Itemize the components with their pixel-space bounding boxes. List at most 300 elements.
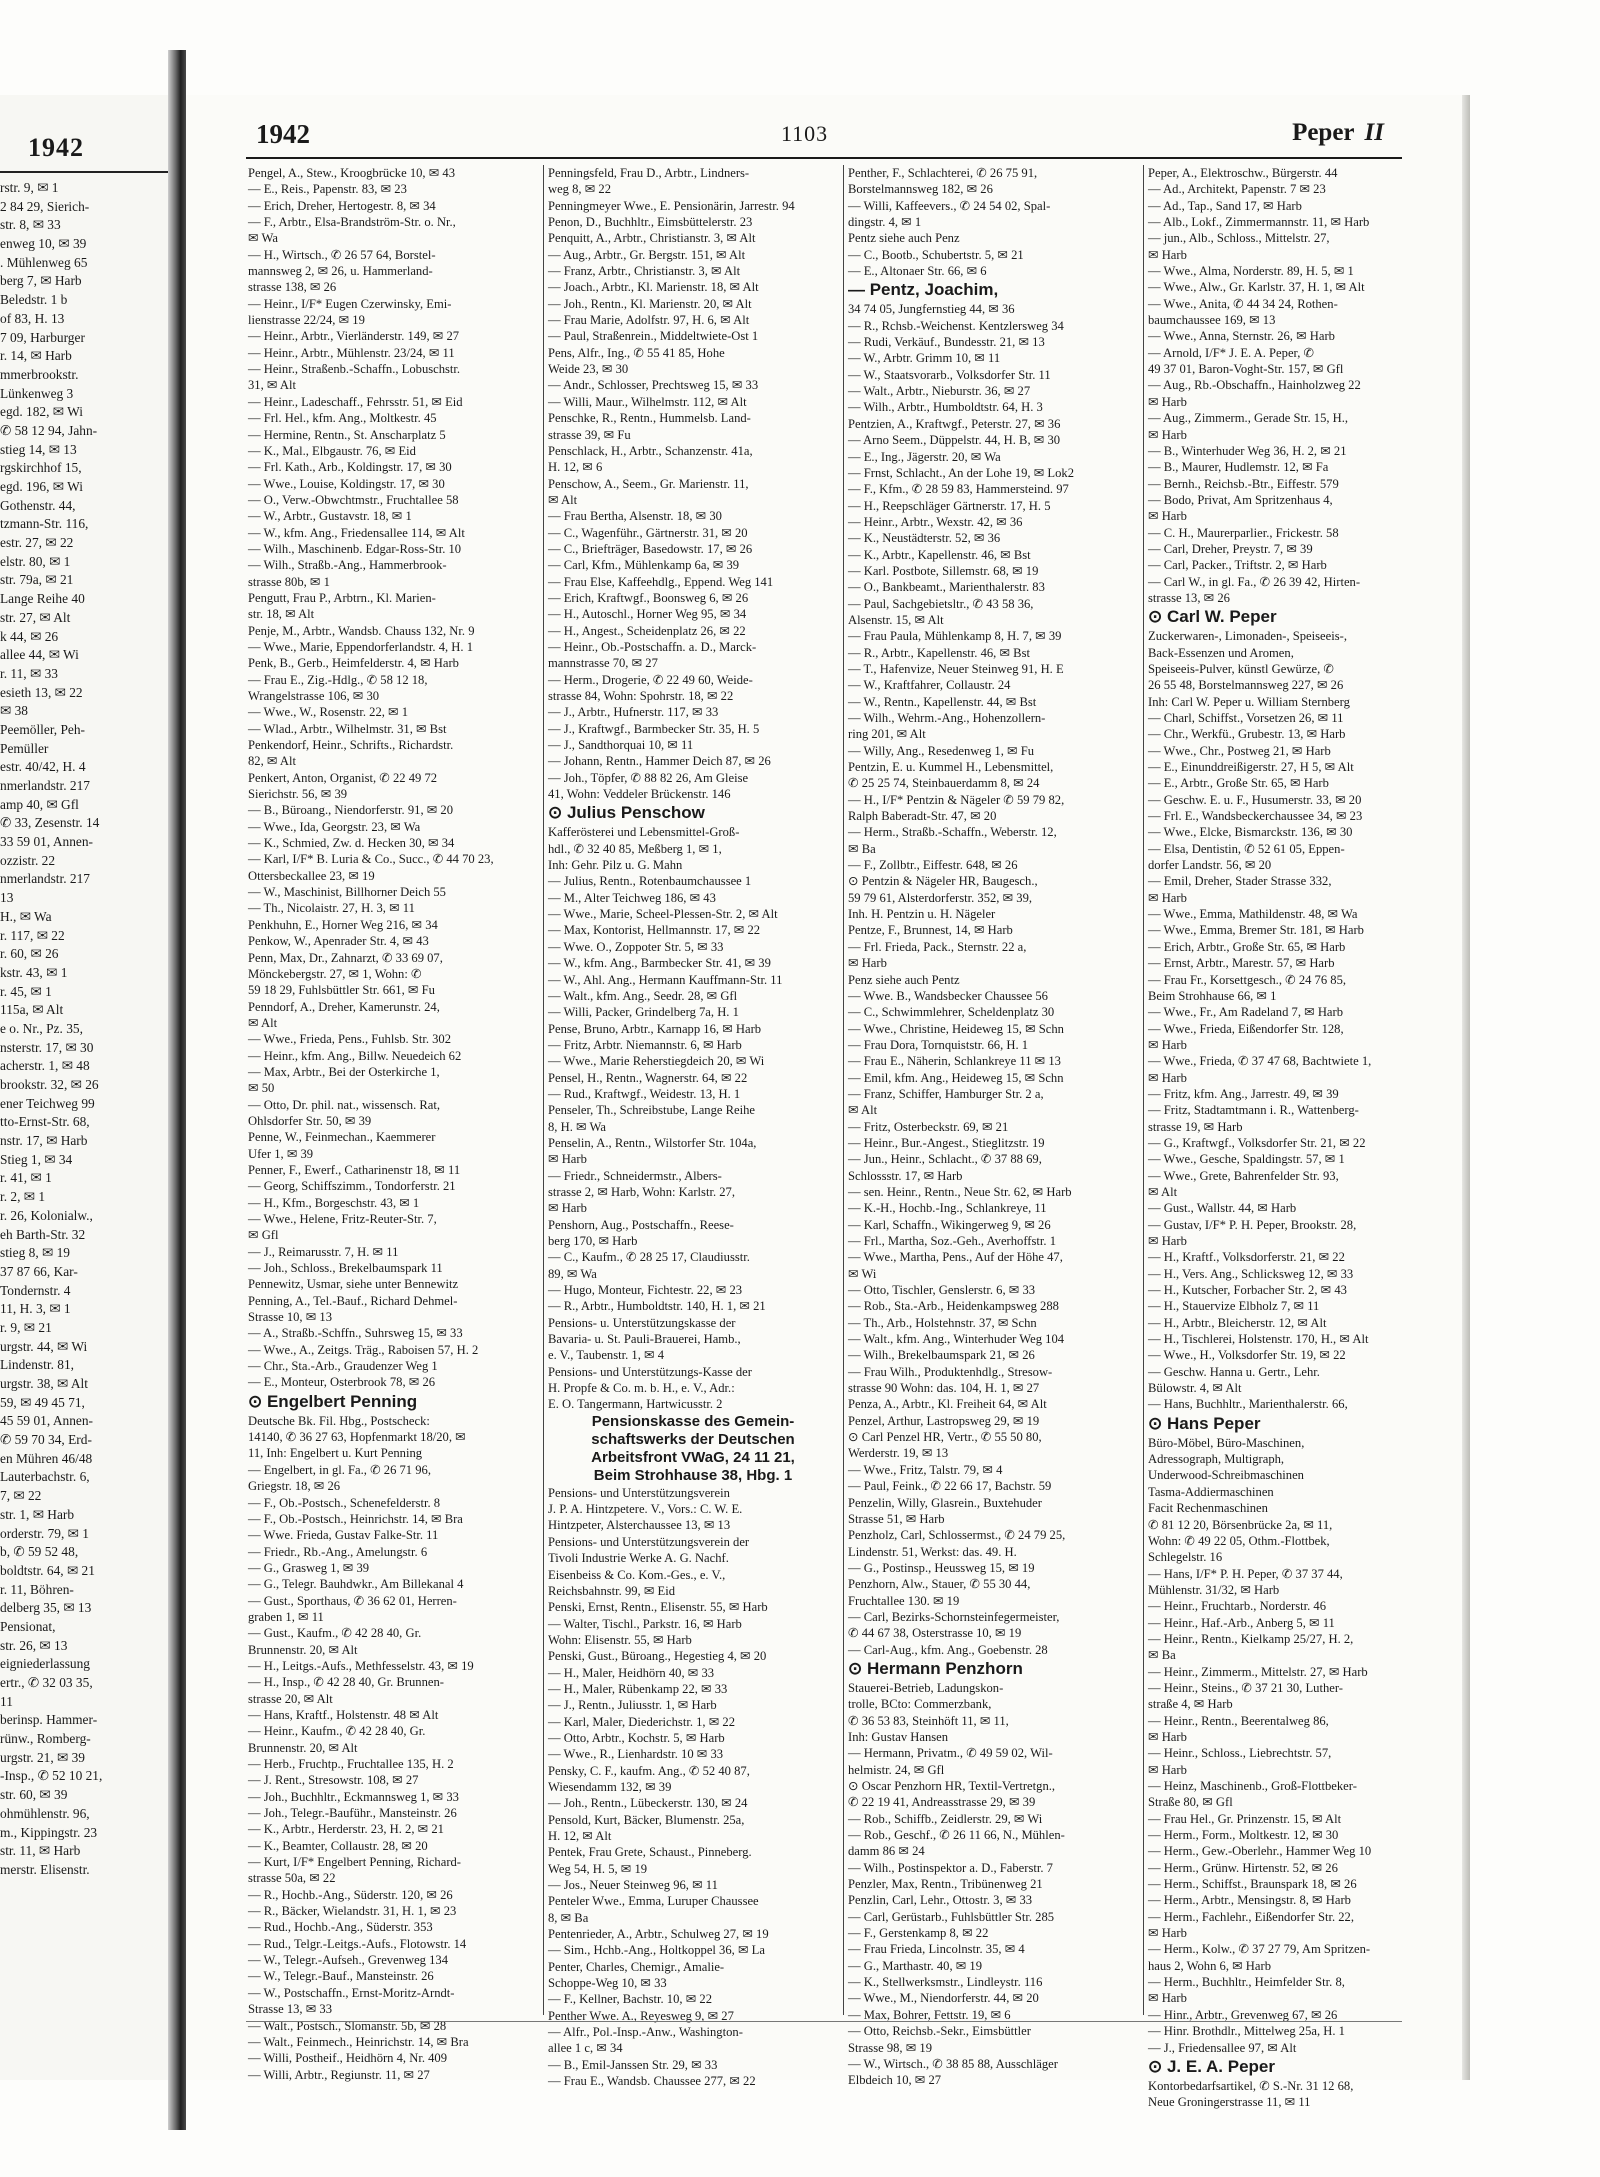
directory-entry-line: — Wlad., Arbtr., Wilhelmstr. 31, ✉ Bst <box>248 721 447 736</box>
directory-entry-line: — Wwe. O., Zoppoter Str. 5, ✉ 33 <box>548 939 724 954</box>
directory-entry-line: Büro-Möbel, Büro-Maschinen, <box>1148 1435 1305 1450</box>
directory-entry-line: ✉ Harb <box>1148 247 1187 262</box>
directory-entry-line: ⊙ Carl Penzel HR, Vertr., ✆ 55 50 80, <box>848 1430 1042 1445</box>
directory-entry-line: — W., Telegr.-Bauf., Mansteinstr. 26 <box>248 1969 434 1984</box>
directory-entry-line: Inh: Gustav Hansen <box>848 1729 949 1744</box>
directory-entry-line: — B., Winterhuder Weg 36, H. 2, ✉ 21 <box>1148 443 1347 458</box>
directory-entry-line: Penzhorn, Alw., Stauer, ✆ 55 30 44, <box>848 1577 1031 1592</box>
left-page-line: r. 11, Böhren- <box>0 1581 74 1597</box>
directory-entry-line: Neue Groningerstrasse 11, ✉ 11 <box>1148 2095 1311 2110</box>
directory-entry-line: ✉ Wa <box>248 231 278 246</box>
directory-entry-line: Inh: Carl W. Peper u. William Sternberg <box>1148 694 1350 709</box>
left-page-line: enweg 10, ✉ 39 <box>0 236 87 252</box>
directory-entry-line: — W., Staatsvorarb., Volksdorfer Str. 11 <box>848 367 1051 382</box>
directory-entry-line: Deutsche Bk. Fil. Hbg., Postscheck: <box>248 1413 430 1428</box>
directory-entry-line: — Wwe., Martha, Pens., Auf der Höhe 47, <box>848 1250 1063 1265</box>
left-page-line: str. 60, ✉ 39 <box>0 1787 68 1803</box>
directory-entry-line: dingstr. 4, ✉ 1 <box>848 215 922 230</box>
directory-entry-line: — W., Ahl. Ang., Hermann Kauffmann-Str. 11 <box>548 972 783 987</box>
directory-entry-line: — Jun., Heinr., Schlacht., ✆ 37 88 69, <box>848 1152 1042 1167</box>
directory-entry-line: — R., Arbtr., Kapellenstr. 46, ✉ Bst <box>848 645 1030 660</box>
left-page-line: estr. 27, ✉ 22 <box>0 535 74 551</box>
book-gutter <box>168 50 186 2130</box>
left-page-line: 45 59 01, Annen- <box>0 1413 93 1429</box>
directory-entry-line: — K., Neustädterstr. 52, ✉ 36 <box>848 531 1001 546</box>
directory-entry-line: — Rud., Telgr.-Leitgs.-Aufs., Flotowstr. 14 <box>248 1936 467 1951</box>
directory-entry-line: — R., Rchsb.-Weichenst. Kentzlersweg 34 <box>848 318 1064 333</box>
directory-entry-line: — H., Insp., ✆ 42 28 40, Gr. Brunnen- <box>248 1675 444 1690</box>
directory-entry-line: — Kurt, I/F* Engelbert Penning, Richard- <box>248 1855 462 1870</box>
directory-entry-line: 49 37 01, Baron-Voght-Str. 157, ✉ Gfl <box>1148 362 1344 377</box>
directory-entry-line: — Engelbert, in gl. Fa., ✆ 26 71 96, <box>248 1462 431 1477</box>
directory-entry-line: Pensions- und Unterstützungs-Kasse der <box>548 1364 752 1379</box>
directory-entry-line: — B., Emil-Janssen Str. 29, ✉ 33 <box>548 2057 718 2072</box>
directory-entry-line: — H., Arbtr., Bleicherstr. 12, ✉ Alt <box>1148 1315 1327 1330</box>
directory-entry-line: Tasma-Addiermaschinen <box>1148 1484 1274 1499</box>
directory-entry-line: — W., Kraftfahrer, Collaustr. 24 <box>848 678 1011 693</box>
directory-entry-line: 59 18 29, Fuhlsbüttler Str. 661, ✉ Fu <box>248 983 435 998</box>
left-page-line: Beledstr. 1 b <box>0 292 68 308</box>
directory-entry-line: Wiesendamm 132, ✉ 39 <box>548 1779 672 1794</box>
directory-entry-line: Pentze, F., Brunnest, 14, ✉ Harb <box>848 923 1013 938</box>
directory-entry-line: Penner, F., Ewerf., Catharinenstr 18, ✉ 11 <box>248 1162 461 1177</box>
left-page-line: esieth 13, ✉ 22 <box>0 684 83 700</box>
directory-entry-line: ✉ Harb <box>1148 394 1187 409</box>
directory-entry-line: ✆ 81 12 20, Börsenbrücke 2a, ✉ 11, <box>1148 1517 1333 1532</box>
directory-entry-line: — Willi, Maur., Wilhelmstr. 112, ✉ Alt <box>548 394 747 409</box>
directory-entry-line: — Otto, Reichsb.-Sekr., Eimsbüttler <box>848 2024 1031 2039</box>
directory-entry-line: Penshorn, Aug., Postschaffn., Reese- <box>548 1217 734 1232</box>
directory-entry-line: — J., Sandthorquai 10, ✉ 11 <box>548 738 694 753</box>
directory-entry-line: — C., Wagenführ., Gärtnerstr. 31, ✉ 20 <box>548 525 748 540</box>
advertisement-banner-line: Arbeitsfront VWaG, 24 11 21, <box>591 1448 795 1466</box>
directory-entry-line: ring 201, ✉ Alt <box>848 727 926 742</box>
directory-entry-line: — Bernh., Reichsb.-Btr., Eiffestr. 579 <box>1148 476 1339 491</box>
directory-entry-line: helmistr. 24, ✉ Gfl <box>848 1762 945 1777</box>
directory-entry-line: Kontorbedarfsartikel, ✆ S.-Nr. 31 12 68, <box>1148 2078 1354 2093</box>
directory-entry-line: Werderstr. 19, ✉ 13 <box>848 1446 949 1461</box>
directory-entry-line: — H., Maler, Heidhörn 40, ✉ 33 <box>548 1665 715 1680</box>
directory-entry-line: — Rob., Schiffb., Zeidlerstr. 29, ✉ Wi <box>848 1811 1043 1826</box>
directory-entry-line: graben 1, ✉ 11 <box>248 1609 324 1624</box>
directory-entry-line: — H., Kraftf., Volksdorferstr. 21, ✉ 22 <box>1148 1250 1345 1265</box>
advertisement-heading: ⊙ Carl W. Peper <box>1148 607 1277 627</box>
left-page-line: 11 <box>0 1693 13 1709</box>
directory-entry-line: Pentzin, E. u. Kummel H., Lebensmittel, <box>848 760 1054 775</box>
directory-entry-line: — B., Büroang., Niendorferstr. 91, ✉ 20 <box>248 803 454 818</box>
directory-entry-line: — Wwe., W., Rosenstr. 22, ✉ 1 <box>248 705 409 720</box>
directory-entry-line: — Wwe. Frieda, Gustav Falke-Str. 11 <box>248 1528 439 1543</box>
directory-entry-line: Peper, A., Elektroschw., Bürgerstr. 44 <box>1148 166 1338 180</box>
left-page-line: ✆ 59 70 34, Erd- <box>0 1432 92 1448</box>
running-head-name: Peper <box>1292 119 1355 146</box>
directory-entry-line: — Frau Bertha, Alsenstr. 18, ✉ 30 <box>548 509 722 524</box>
directory-entry-line: Penseler, Th., Schreibstube, Lange Reihe <box>548 1103 756 1118</box>
directory-entry-line: Ohlsdorfer Str. 50, ✉ 39 <box>248 1113 372 1128</box>
directory-entry-line: — Hans, Kraftf., Holstenstr. 48 ✉ Alt <box>248 1707 439 1722</box>
left-page-line: Lünkenweg 3 <box>0 385 74 401</box>
page-edge <box>1462 95 1470 2080</box>
directory-entry-line: — Max, Kontorist, Hellmannstr. 17, ✉ 22 <box>548 923 761 938</box>
directory-entry-line: mannsweg 2, ✉ 26, u. Hammerland- <box>248 264 433 279</box>
directory-entry-line: — Th., Nicolaistr. 27, H. 3, ✉ 11 <box>248 901 415 916</box>
directory-entry-line: — R., Bäcker, Wielandstr. 31, H. 1, ✉ 23 <box>248 1904 457 1919</box>
directory-entry-line: — Heinr., Fruchtarb., Norderstr. 46 <box>1148 1599 1327 1614</box>
left-page-line: eh Barth-Str. 32 <box>0 1226 86 1242</box>
directory-entry-line: hdl., ✆ 32 40 85, Meßberg 1, ✉ 1, <box>548 841 722 856</box>
directory-entry-line: — E., Einunddreißigerstr. 27, H 5, ✉ Alt <box>1148 760 1354 775</box>
directory-entry-line: Pensions- und Unterstützungsverein <box>548 1485 730 1500</box>
advertisement-banner-line: schaftswerks der Deutschen <box>591 1430 795 1448</box>
directory-entry-line: — G., Grasweg 1, ✉ 39 <box>248 1560 370 1575</box>
directory-entry-line: — K., Arbtr., Kapellenstr. 46, ✉ Bst <box>848 547 1031 562</box>
directory-entry-line: — F., Ob.-Postsch., Heinrichstr. 14, ✉ Bra <box>248 1511 463 1526</box>
directory-entry-line: Bülowstr. 4, ✉ Alt <box>1148 1381 1242 1396</box>
directory-entry-line: Penk, B., Gerb., Heimfelderstr. 4, ✉ Harb <box>248 656 459 671</box>
directory-entry-line: — Frl. Hel., kfm. Ang., Moltkestr. 45 <box>248 411 437 426</box>
directory-entry-line: Pensel, H., Rentn., Wagnerstr. 64, ✉ 22 <box>548 1070 748 1085</box>
directory-entry-line: Pensions- und Unterstützungsverein der <box>548 1534 750 1549</box>
directory-entry-line: ✉ Harb <box>848 956 887 971</box>
directory-entry-line: — G., Telegr. Bauhdwkr., Am Billekanal 4 <box>248 1577 464 1592</box>
directory-entry-line: — F., Zollbtr., Eiffestr. 648, ✉ 26 <box>848 858 1018 873</box>
left-page-line: 11, H. 3, ✉ 1 <box>0 1301 71 1317</box>
left-page-line: Tondernstr. 4 <box>0 1282 71 1298</box>
directory-entry-line: Sierichstr. 56, ✉ 39 <box>248 787 348 802</box>
directory-entry-line: — W., Maschinist, Billhorner Deich 55 <box>248 885 446 900</box>
left-page-year: 1942 <box>28 133 84 162</box>
directory-entry-line: straße 4, ✉ Harb <box>1148 1697 1233 1712</box>
directory-entry-line: — F., Kellner, Bachstr. 10, ✉ 22 <box>548 1992 712 2007</box>
directory-entry-line: Bavaria- u. St. Pauli-Brauerei, Hamb., <box>548 1332 741 1347</box>
directory-entry-line: Pentz siehe auch Penz <box>848 231 960 246</box>
left-page-line: ozzistr. 22 <box>0 852 56 868</box>
directory-entry-line: — W., Arbtr. Grimm 10, ✉ 11 <box>848 351 1001 366</box>
directory-entry-line: Zuckerwaren-, Limonaden-, Speiseeis-, <box>1148 629 1347 644</box>
directory-entry-line: H. 12, ✉ Alt <box>548 1829 612 1843</box>
directory-entry-line: — Frau E., Näherin, Schlankreye 11 ✉ 13 <box>848 1054 1061 1069</box>
directory-entry-line: — Walt., Postsch., Slomanstr. 5b, ✉ 28 <box>248 2018 447 2033</box>
column-divider <box>1143 165 1144 2015</box>
directory-entry-line: ✉ Harb <box>1148 890 1187 905</box>
directory-entry-line: — Wwe., R., Lienhardstr. 10 ✉ 33 <box>548 1747 724 1762</box>
directory-entry-line: — Wwe., Frieda, ✆ 37 47 68, Bachtwiete 1, <box>1148 1054 1372 1069</box>
directory-entry-line: strasse 20, ✉ Alt <box>248 1691 333 1706</box>
directory-entry-line: — C., Bootb., Schubertstr. 5, ✉ 21 <box>848 247 1024 262</box>
directory-entry-line: — Hermann, Privatm., ✆ 49 59 02, Wil- <box>848 1746 1053 1761</box>
directory-entry-line: — F., Arbtr., Elsa-Brandström-Str. o. Nr., <box>248 215 456 230</box>
left-page-line: Lange Reihe 40 <box>0 591 85 607</box>
directory-entry-line: Penski, Ernst, Rentn., Elisenstr. 55, ✉ Harb <box>548 1600 768 1615</box>
directory-entry-line: — Wwe., Fr., Am Radeland 7, ✉ Harb <box>1148 1005 1343 1020</box>
directory-entry-line: — W., kfm. Ang., Barmbecker Str. 41, ✉ 39 <box>548 956 771 971</box>
directory-entry-line: Penon, D., Buchhltr., Eimsbüttelerstr. 23 <box>548 215 753 230</box>
left-page-line: berg 7, ✉ Harb <box>0 273 82 289</box>
directory-entry-line: — F., Kfm., ✆ 28 59 83, Hammersteind. 97 <box>848 482 1069 497</box>
directory-entry-line: — Herm., Form., Moltkestr. 12, ✉ 30 <box>1148 1828 1339 1843</box>
directory-entry-line: — Fritz, Arbtr. Niemannstr. 6, ✉ Harb <box>548 1037 742 1052</box>
directory-entry-line: — Fritz, kfm. Ang., Jarrestr. 49, ✉ 39 <box>1148 1086 1339 1101</box>
directory-entry-line: — C. H., Maurerparlier., Frickestr. 58 <box>1148 525 1339 540</box>
directory-entry-line: — Herm., Straßb.-Schaffn., Weberstr. 12, <box>848 825 1057 840</box>
directory-entry-line: ✉ Harb <box>548 1152 587 1167</box>
directory-entry-line: Penza, A., Arbtr., Kl. Freiheit 64, ✉ Alt <box>848 1397 1047 1412</box>
directory-entry-line: ✉ Harb <box>1148 1729 1187 1744</box>
left-page-line: Lauterbachstr. 6, <box>0 1469 90 1485</box>
directory-entry-line: — Frl. E., Wandsbeckerchaussee 34, ✉ 23 <box>1148 809 1363 824</box>
directory-entry-line: — J., Reimarusstr. 7, H. ✉ 11 <box>248 1244 399 1259</box>
directory-entry-line: — Otto, Dr. phil. nat., wissensch. Rat, <box>248 1097 441 1112</box>
left-page-line: b, ✆ 59 52 48, <box>0 1544 79 1560</box>
advertisement-heading: ⊙ Hermann Penzhorn <box>848 1658 1023 1678</box>
advertisement-heading: ⊙ J. E. A. Peper <box>1148 2056 1275 2076</box>
directory-entry-line: — H., Autoschl., Horner Weg 95, ✉ 34 <box>548 607 747 622</box>
directory-entry-line: ✉ Alt <box>848 1103 878 1118</box>
left-page-line: nstr. 17, ✉ Harb <box>0 1133 88 1149</box>
left-page-line: r. 60, ✉ 26 <box>0 946 59 962</box>
directory-entry-line: — Heinr., Haf.-Arb., Anberg 5, ✉ 11 <box>1148 1615 1335 1630</box>
directory-entry-line: Pengutt, Frau P., Arbtrn., Kl. Marien- <box>248 590 436 605</box>
directory-entry-line: Penschke, R., Rentn., Hummelsb. Land- <box>548 411 751 426</box>
directory-entry-line: Penzler, Max, Rentn., Tribünenweg 21 <box>848 1877 1043 1892</box>
directory-entry-line: — Frau Paula, Mühlenkamp 8, H. 7, ✉ 39 <box>848 629 1062 644</box>
directory-entry-line: — Heinr., Schloss., Liebrechtstr. 57, <box>1148 1746 1332 1761</box>
directory-entry-line: — Frl. Kath., Arb., Koldingstr. 17, ✉ 30 <box>248 460 452 475</box>
directory-entry-line: — K.-H., Hochb.-Ing., Schlankreye, 11 <box>848 1201 1047 1216</box>
directory-entry-line: — M., Alter Teichweg 186, ✉ 43 <box>548 890 716 905</box>
directory-entry-line: 26 55 48, Borstelmannsweg 227, ✉ 26 <box>1148 678 1344 693</box>
left-page-line: amp 40, ✉ Gfl <box>0 796 79 812</box>
directory-entry-line: — Karl, Maler, Diederichstr. 1, ✉ 22 <box>548 1714 736 1729</box>
directory-entry-line: — H., Maler, Rübenkamp 22, ✉ 33 <box>548 1681 728 1696</box>
directory-entry-line: — Gustav, I/F* P. H. Peper, Brookstr. 28, <box>1148 1217 1357 1232</box>
directory-entry-line: ✉ Harb <box>1148 1762 1187 1777</box>
left-page-line: r. 26, Kolonialw., <box>0 1207 93 1223</box>
directory-entry-line: — K., Mal., Elbgaustr. 76, ✉ Eid <box>248 443 416 458</box>
directory-entry-line: — Emil, kfm. Ang., Heideweg 15, ✉ Schn <box>848 1070 1064 1085</box>
directory-entry-line: ✉ Gfl <box>248 1228 279 1243</box>
left-page-line: ertr., ✆ 32 03 35, <box>0 1675 93 1690</box>
directory-entry-line: — Wwe., Frieda, Eißendorfer Str. 128, <box>1148 1021 1344 1036</box>
left-page-line: -Insp., ✆ 52 10 21, <box>0 1768 103 1784</box>
left-page-line: ener Teichweg 99 <box>0 1095 95 1111</box>
left-page-line: str. 27, ✉ Alt <box>0 609 71 625</box>
directory-entry-line: — Walt., Arbtr., Nieburstr. 36, ✉ 27 <box>848 384 1031 399</box>
page-number: 1103 <box>781 121 829 146</box>
directory-entry-line: Penning, A., Tel.-Bauf., Richard Dehmel- <box>248 1293 458 1308</box>
directory-entry-line: — Frnst, Schlacht., An der Lohe 19, ✉ Lok2 <box>848 465 1075 480</box>
directory-entry-line: — Paul, Feink., ✆ 22 66 17, Bachstr. 59 <box>848 1479 1052 1494</box>
directory-entry-line: — Heinr., Ladeschaff., Fehrsstr. 51, ✉ Eid <box>248 394 463 409</box>
directory-entry-line: Mönckebergstr. 27, ✉ 1, Wohn: ✆ <box>248 966 422 981</box>
left-page-line: kstr. 43, ✉ 1 <box>0 964 68 980</box>
directory-entry-line: — Karl. Postbote, Sillemstr. 68, ✉ 19 <box>848 563 1039 578</box>
directory-entry-line: Hintzpeter, Alsterchaussee 13, ✉ 13 <box>548 1518 731 1533</box>
directory-entry-line: Pentzien, A., Kraftwgf., Peterstr. 27, ✉ 36 <box>848 416 1061 431</box>
directory-entry-line: — Wwe., Fritz, Talstr. 79, ✉ 4 <box>848 1462 1003 1477</box>
directory-entry-line: Elbdeich 10, ✉ 27 <box>848 2073 942 2088</box>
directory-entry-line: — Geschw. E. u. F., Husumerstr. 33, ✉ 20 <box>1148 792 1362 807</box>
left-page-line: of 83, H. 13 <box>0 310 65 326</box>
left-page-line: allee 44, ✉ Wi <box>0 647 79 663</box>
directory-entry-line: — Heinr., Zimmerm., Mittelstr. 27, ✉ Harb <box>1148 1664 1368 1679</box>
directory-entry-line: — Wilh., Straßb.-Ang., Hammerbrook- <box>248 558 447 573</box>
directory-entry-line: Kafferösterei und Lebensmittel-Groß- <box>548 825 740 840</box>
directory-entry-line: — Carl, Packer., Triftstr. 2, ✉ Harb <box>1148 558 1327 573</box>
directory-entry-line: 11, Inh: Engelbert u. Kurt Penning <box>248 1446 423 1461</box>
directory-entry-line: H. Propfe & Co. m. b. H., e. V., Adr.: <box>548 1381 735 1396</box>
directory-entry-line: — Herm., Kolw., ✆ 37 27 79, Am Spritzen- <box>1148 1942 1371 1957</box>
directory-entry-line: — F., Ob.-Postsch., Schenefelderstr. 8 <box>248 1495 441 1510</box>
directory-entry-line: — Walt., kfm. Ang., Seedr. 28, ✉ Gfl <box>548 988 738 1003</box>
directory-entry-line: — J., Rentn., Juliusstr. 1, ✉ Harb <box>548 1698 717 1713</box>
directory-entry-line: — H., Leitgs.-Aufs., Methfesselstr. 43, ✉ 19 <box>248 1658 474 1673</box>
directory-entry-line: — Wwe., Elcke, Bismarckstr. 136, ✉ 30 <box>1148 825 1353 840</box>
left-page-line: nmerlandstr. 217 <box>0 871 91 887</box>
directory-entry-line: — Jos., Neuer Steinweg 96, ✉ 11 <box>548 1878 718 1893</box>
directory-entry-line: Penndorf, A., Dreher, Kamerunstr. 24, <box>248 999 440 1014</box>
directory-entry-line: — W., Arbtr., Gustavstr. 18, ✉ 1 <box>248 509 412 524</box>
directory-entry-line: — Wwe., Alma, Norderstr. 89, H. 5, ✉ 1 <box>1148 264 1354 279</box>
left-page-line: elstr. 80, ✉ 1 <box>0 553 71 569</box>
directory-entry-line: Pentek, Frau Grete, Schaust., Pinneberg. <box>548 1845 752 1860</box>
left-page-line: rstr. 9, ✉ 1 <box>0 180 59 195</box>
directory-entry-line: — E., Ing., Jägerstr. 20, ✉ Wa <box>848 449 1001 464</box>
directory-entry-line: — Heinr., Rentn., Beerentalweg 86, <box>1148 1713 1329 1728</box>
directory-entry-line: — Frau E., Wandsb. Chaussee 277, ✉ 22 <box>548 2074 756 2089</box>
directory-entry-line: Pensold, Kurt, Bäcker, Blumenstr. 25a, <box>548 1812 745 1827</box>
directory-entry-line: Weg 54, H. 5, ✉ 19 <box>548 1861 648 1876</box>
directory-entry-line: — Otto, Tischler, Genslerstr. 6, ✉ 33 <box>848 1283 1036 1298</box>
directory-entry-line: — W., Telegr.-Aufseh., Grevenweg 134 <box>248 1953 448 1968</box>
directory-entry-line: — Herm., Gew.-Oberlehr., Hammer Weg 10 <box>1148 1844 1372 1859</box>
directory-entry-line: ✉ Ba <box>848 841 876 856</box>
header-rule <box>246 157 1402 159</box>
directory-entry-line: — Wwe., Grete, Bahrenfelder Str. 93, <box>1148 1168 1339 1183</box>
directory-entry-line: ✆ 36 53 83, Steinhöft 11, ✉ 11, <box>848 1713 1009 1728</box>
directory-entry-line: — H., Reepschläger Gärtnerstr. 17, H. 5 <box>848 498 1051 513</box>
directory-entry-line: — Hinr. Brothdlr., Mittelweg 25a, H. 1 <box>1148 2024 1345 2039</box>
directory-entry-line: Penkow, W., Apenrader Str. 4, ✉ 43 <box>248 934 429 949</box>
directory-entry-line: — Frl. Frieda, Pack., Sternstr. 22 a, <box>848 939 1027 954</box>
directory-entry-line: — Wwe., Chr., Postweg 21, ✉ Harb <box>1148 743 1331 758</box>
directory-entry-line: — Joach., Arbtr., Kl. Marienstr. 18, ✉ Alt <box>548 280 759 295</box>
directory-entry-line: — Willi, Postheif., Heidhörn 4, Nr. 409 <box>248 2051 448 2066</box>
directory-entry-line: Alsenstr. 15, ✉ Alt <box>848 612 944 627</box>
left-page-line: urgstr. 38, ✉ Alt <box>0 1376 88 1391</box>
directory-entry-line: — H., Stauervize Elbholz 7, ✉ 11 <box>1148 1299 1320 1314</box>
directory-entry-line: Brunnenstr. 20, ✉ Alt <box>248 1642 358 1657</box>
directory-entry-line: — Max, Arbtr., Bei der Osterkirche 1, <box>248 1064 440 1079</box>
directory-entry-line: Inh. H. Pentzin u. H. Nägeler <box>848 907 996 922</box>
directory-entry-line: — Hans, I/F* P. H. Peper, ✆ 37 37 44, <box>1148 1566 1343 1581</box>
left-page-line: str. 11, ✉ Harb <box>0 1843 81 1859</box>
directory-entry-line: strasse 13, ✉ 26 <box>1148 590 1230 605</box>
directory-entry-line: Pense, Bruno, Arbtr., Karnapp 16, ✉ Harb <box>548 1021 762 1036</box>
directory-entry-line: — Arnold, I/F* J. E. A. Peper, ✆ <box>1148 345 1315 360</box>
left-page-line: egd. 182, ✉ Wi <box>0 404 83 420</box>
column-1 <box>248 165 538 2082</box>
directory-entry-line: ✉ Harb <box>1148 1926 1187 1941</box>
directory-entry-line: — Hugo, Monteur, Fichtestr. 22, ✉ 23 <box>548 1283 743 1298</box>
directory-entry-line: — Heinr., Bur.-Angest., Stieglitzstr. 19 <box>848 1135 1045 1150</box>
directory-entry-line: — C., Briefträger, Basedowstr. 17, ✉ 26 <box>548 541 753 556</box>
directory-entry-line: Penter, Charles, Chemigr., Amalie- <box>548 1959 725 1974</box>
directory-entry-line: ⊙ Pentzin & Nägeler HR, Baugesch., <box>848 874 1038 889</box>
directory-entry-line: berg 170, ✉ Harb <box>548 1234 638 1248</box>
directory-entry-line: Penski, Gust., Büroang., Hegestieg 4, ✉ 20 <box>548 1649 767 1664</box>
directory-entry-line: strasse 90 Wohn: das. 104, H. 1, ✉ 27 <box>848 1381 1040 1396</box>
directory-entry-line: — Wwe. B., Wandsbecker Chaussee 56 <box>848 988 1048 1003</box>
left-page-line: rgskirchhof 15, <box>0 460 82 476</box>
left-page-line: 7, ✉ 22 <box>0 1488 42 1504</box>
directory-entry-line: Brunnenstr. 20, ✉ Alt <box>248 1740 358 1755</box>
directory-entry-line: — Walter, Tischl., Parkstr. 16, ✉ Harb <box>548 1616 742 1631</box>
directory-entry-line: 34 74 05, Jungfernstieg 44, ✉ 36 <box>848 302 1015 317</box>
directory-entry-line: — G., Marthastr. 40, ✉ 19 <box>848 1958 983 1973</box>
directory-entry-line: ✉ Harb <box>1148 509 1187 524</box>
directory-entry-line: ⊙ Oscar Penzhorn HR, Textil-Vertretgn., <box>848 1779 1056 1793</box>
directory-entry-line: ✉ Alt <box>1148 1184 1178 1199</box>
directory-entry-line: — Erich, Arbtr., Große Str. 65, ✉ Harb <box>1148 939 1346 954</box>
directory-entry-line: Penteler Wwe., Emma, Luruper Chaussee <box>548 1894 759 1909</box>
directory-entry-line: — Paul, Sachgebietsltr., ✆ 43 58 36, <box>848 596 1034 611</box>
directory-entry-line: Ralph Baberadt-Str. 47, ✉ 20 <box>848 809 997 824</box>
directory-entry-line: — Hinr., Arbtr., Grevenweg 67, ✉ 26 <box>1148 2007 1338 2022</box>
directory-entry-line: — Hans, Buchhltr., Marienthalerstr. 66, <box>1148 1397 1348 1412</box>
left-page-line: 115a, ✉ Alt <box>0 1002 64 1018</box>
directory-entry-line: — A., Straßb.-Schffn., Suhrsweg 15, ✉ 33 <box>248 1326 463 1341</box>
left-page-line: stieg 14, ✉ 13 <box>0 441 77 457</box>
directory-entry-line: Pentenrieder, A., Arbtr., Schulweg 27, ✉ 19 <box>548 1927 769 1942</box>
directory-entry-line: — Chr., Sta.-Arb., Graudenzer Weg 1 <box>248 1359 438 1374</box>
directory-entry-line: strasse 80b, ✉ 1 <box>248 574 330 589</box>
directory-entry-line: — Heinr., Straßenb.-Schaffn., Lobuschstr. <box>248 362 461 377</box>
directory-entry-line: — Elsa, Dentistin, ✆ 52 61 05, Eppen- <box>1148 841 1345 856</box>
directory-entry-line: — Walt., kfm. Ang., Winterhuder Weg 104 <box>848 1332 1065 1347</box>
advertisement-heading: ⊙ Julius Penschow <box>548 803 705 823</box>
directory-entry-line: — E., Monteur, Osterbrook 78, ✉ 26 <box>248 1375 436 1390</box>
directory-entry-line: — Johann, Rentn., Hammer Deich 87, ✉ 26 <box>548 754 771 769</box>
left-page-line: Stieg 1, ✉ 34 <box>0 1151 73 1167</box>
directory-entry-line: — G., Kraftwgf., Volksdorfer Str. 21, ✉ 22 <box>1148 1135 1366 1150</box>
directory-entry-line: — Rud., Hochb.-Ang., Süderstr. 353 <box>248 1920 433 1935</box>
page-year: 1942 <box>256 119 310 149</box>
left-page-line: eigniederlassung <box>0 1656 90 1672</box>
directory-entry-line: E. O. Tangermann, Hartwicusstr. 2 <box>548 1397 723 1412</box>
directory-entry-line: Schlegelstr. 16 <box>1148 1550 1223 1565</box>
directory-entry-line: — H., Wirtsch., ✆ 26 57 64, Borstel- <box>248 247 436 262</box>
directory-entry-line: — Heinz, Maschinenb., Groß-Flottbeker- <box>1148 1779 1357 1793</box>
directory-entry-line: 8, H. ✉ Wa <box>548 1119 606 1134</box>
directory-entry-line: — Joh., Rentn., Kl. Marienstr. 20, ✉ Alt <box>548 296 752 311</box>
directory-entry-line: — Fritz, Stadtamtmann i. R., Wattenberg- <box>1148 1103 1359 1118</box>
directory-entry-line: — Herm., Grünw. Hirtenstr. 52, ✉ 26 <box>1148 1860 1338 1875</box>
directory-entry-line: strasse 50a, ✉ 22 <box>248 1871 336 1886</box>
left-page-line: ✆ 33, Zesenstr. 14 <box>0 815 100 831</box>
directory-entry-line: trolle, BCto: Commerzbank, <box>848 1697 992 1712</box>
left-page-line: 33 59 01, Annen- <box>0 834 93 850</box>
directory-entry-line: Pensions- u. Unterstützungskasse der <box>548 1315 736 1330</box>
left-page-line: Pemüller <box>0 740 49 756</box>
directory-entry-line: Penzel, Arthur, Lastropsweg 29, ✉ 19 <box>848 1413 1040 1428</box>
directory-entry-line: Penne, W., Feinmechan., Kaemmerer <box>248 1130 436 1145</box>
directory-entry-line: — T., Hafenvize, Neuer Steinweg 91, H. E <box>848 661 1064 676</box>
directory-entry-line: ✉ Harb <box>1148 427 1187 442</box>
directory-entry-line: strasse 39, ✉ Fu <box>548 427 631 442</box>
directory-entry-line: Penkendorf, Heinr., Schrifts., Richardstr. <box>248 738 454 753</box>
directory-entry-line: — W., Wirtsch., ✆ 38 85 88, Ausschläger <box>848 2056 1058 2071</box>
